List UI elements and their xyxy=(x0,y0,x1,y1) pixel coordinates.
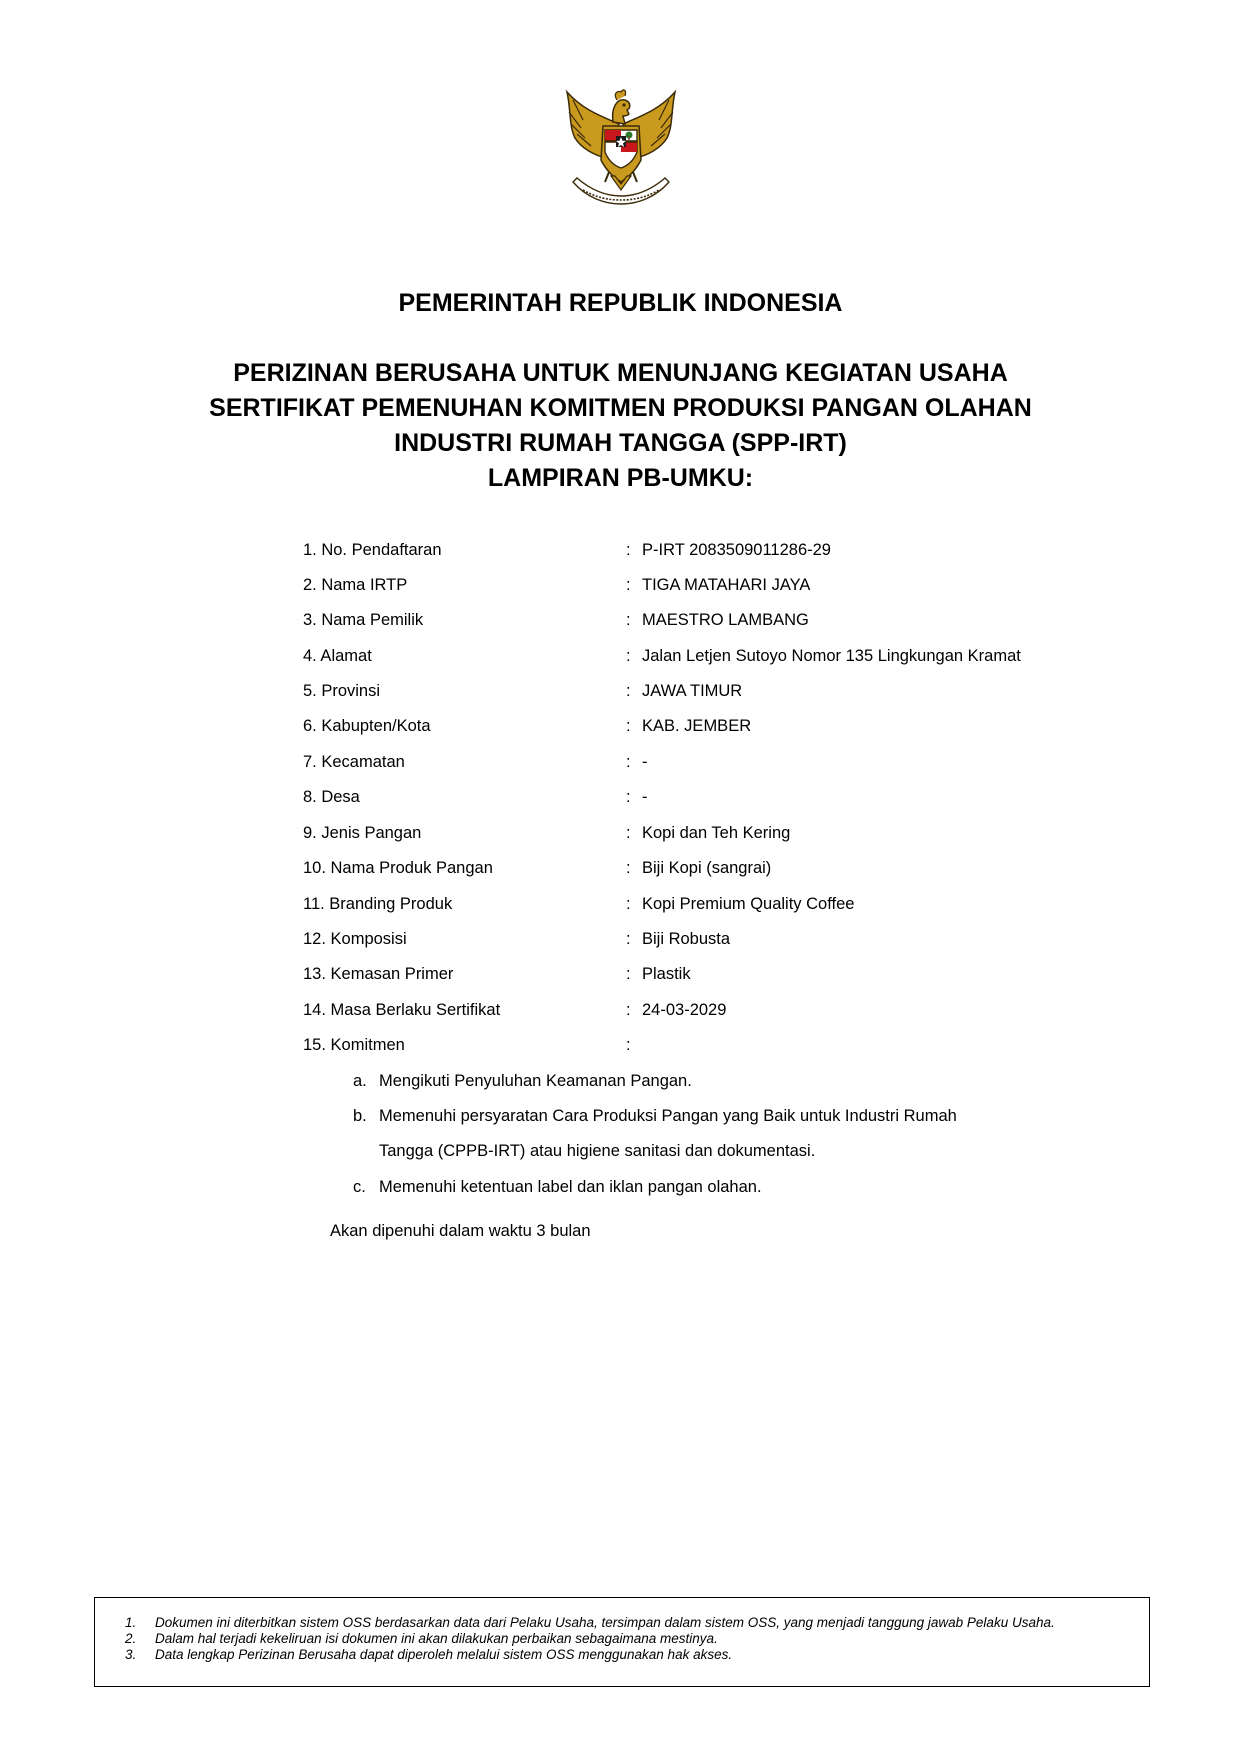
field-label: 11. Branding Produk xyxy=(303,895,453,913)
field-colon: : xyxy=(626,859,631,877)
title-line-4: LAMPIRAN PB-UMKU: xyxy=(487,464,754,492)
footer-note-text: Data lengkap Perizinan Berusaha dapat diperoleh melalui sistem OSS menggunakan hak akses. xyxy=(155,1647,733,1662)
garuda-pancasila-emblem xyxy=(561,86,681,208)
commitment-letter: c. xyxy=(353,1178,366,1196)
title-line-1: PERIZINAN BERUSAHA UNTUK MENUNJANG KEGIATAN USAHA xyxy=(233,359,1008,387)
garuda-emblem-icon xyxy=(561,86,681,208)
footer-note-text: Dalam hal terjadi kekeliruan isi dokumen ini akan dilakukan perbaikan sebagaimana mestinya. xyxy=(155,1631,718,1646)
field-value: KAB. JEMBER xyxy=(642,717,752,735)
field-value: Plastik xyxy=(642,965,691,983)
field-label: 6. Kabupten/Kota xyxy=(303,717,431,735)
government-title: PEMERINTAH REPUBLIK INDONESIA xyxy=(398,289,843,317)
field-colon: : xyxy=(626,753,631,771)
title-line-2: SERTIFIKAT PEMENUHAN KOMITMEN PRODUKSI PANGAN OLAHAN xyxy=(209,394,1032,422)
field-colon: : xyxy=(626,541,631,559)
field-label: 3. Nama Pemilik xyxy=(303,611,424,629)
footer-notes-box xyxy=(94,1597,1150,1687)
footer-note-number: 3. xyxy=(125,1647,137,1662)
commitment-text: Memenuhi persyaratan Cara Produksi Pangan yang Baik untuk Industri Rumah xyxy=(379,1107,957,1125)
field-colon: : xyxy=(626,788,631,806)
field-colon: : xyxy=(626,682,631,700)
field-value: Jalan Letjen Sutoyo Nomor 135 Lingkungan Kramat xyxy=(642,647,1021,665)
field-colon: : xyxy=(626,1001,631,1019)
field-value: - xyxy=(642,788,648,806)
field-label: 1. No. Pendaftaran xyxy=(303,541,442,559)
field-value: Kopi Premium Quality Coffee xyxy=(642,895,855,913)
field-colon: : xyxy=(626,717,631,735)
field-label: 12. Komposisi xyxy=(303,930,407,948)
field-colon: : xyxy=(626,576,631,594)
field-value: - xyxy=(642,753,648,771)
commitment-continuation: Tangga (CPPB-IRT) atau higiene sanitasi dan dokumentasi. xyxy=(379,1142,816,1160)
field-label: 14. Masa Berlaku Sertifikat xyxy=(303,1001,501,1019)
commitment-text: Mengikuti Penyuluhan Keamanan Pangan. xyxy=(379,1072,692,1090)
commitment-deadline: Akan dipenuhi dalam waktu 3 bulan xyxy=(330,1222,591,1240)
field-label: 10. Nama Produk Pangan xyxy=(303,859,493,877)
footer-note-text: Dokumen ini diterbitkan sistem OSS berdasarkan data dari Pelaku Usaha, tersimpan dalam sistem OSS, yang menjadi tanggung jawab Pelaku Usaha. xyxy=(155,1615,1055,1630)
field-label: 9. Jenis Pangan xyxy=(303,824,422,842)
field-colon: : xyxy=(626,1036,631,1054)
field-label: 13. Kemasan Primer xyxy=(303,965,454,983)
footer-note-number: 2. xyxy=(125,1631,137,1646)
footer-note-number: 1. xyxy=(125,1615,137,1630)
commitment-text: Memenuhi ketentuan label dan iklan pangan olahan. xyxy=(379,1178,762,1196)
title-line-3: INDUSTRI RUMAH TANGGA (SPP-IRT) xyxy=(394,429,847,457)
field-colon: : xyxy=(626,965,631,983)
field-value: 24-03-2029 xyxy=(642,1001,727,1019)
field-value: Biji Robusta xyxy=(642,930,731,948)
certificate-titles xyxy=(0,356,1241,496)
field-label: 4. Alamat xyxy=(303,647,372,665)
field-colon: : xyxy=(626,611,631,629)
field-label: 2. Nama IRTP xyxy=(303,576,408,594)
field-colon: : xyxy=(626,895,631,913)
field-value: Kopi dan Teh Kering xyxy=(642,824,791,842)
field-value: TIGA MATAHARI JAYA xyxy=(642,576,811,594)
field-label: 5. Provinsi xyxy=(303,682,381,700)
field-label: 8. Desa xyxy=(303,788,360,806)
field-value: JAWA TIMUR xyxy=(642,682,743,700)
field-colon: : xyxy=(626,930,631,948)
field-label: 15. Komitmen xyxy=(303,1036,405,1054)
field-label: 7. Kecamatan xyxy=(303,753,405,771)
commitment-letter: b. xyxy=(353,1107,367,1125)
field-value: P-IRT 2083509011286-29 xyxy=(642,541,831,559)
field-colon: : xyxy=(626,824,631,842)
field-colon: : xyxy=(626,647,631,665)
commitment-letter: a. xyxy=(353,1072,367,1090)
field-value: MAESTRO LAMBANG xyxy=(642,611,809,629)
field-value: Biji Kopi (sangrai) xyxy=(642,859,772,877)
